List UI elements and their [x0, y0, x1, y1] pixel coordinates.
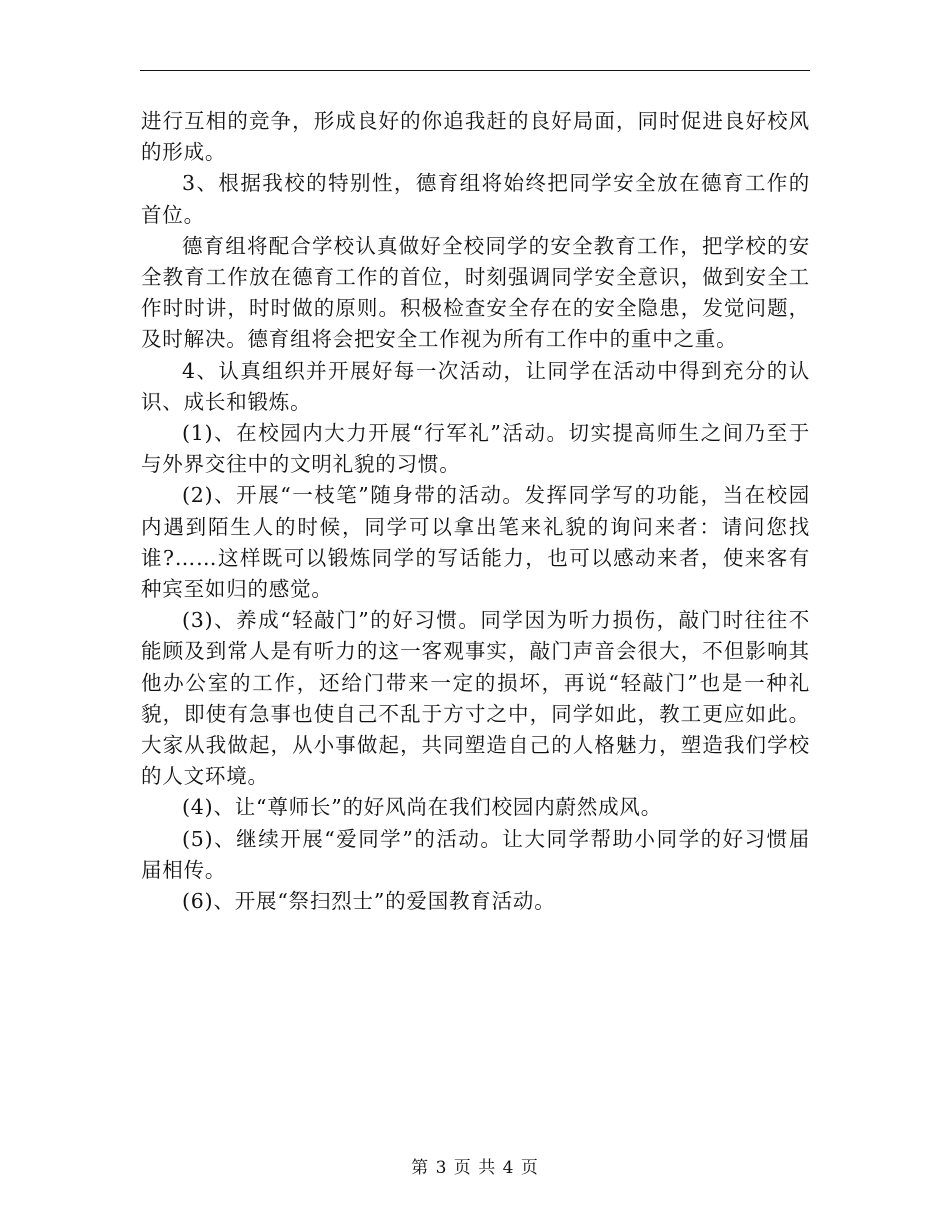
- paragraph: (6)、开展“祭扫烈士”的爱国教育活动。: [182, 889, 556, 914]
- header-rule: [140, 70, 810, 71]
- page-number-footer: 第 3 页 共 4 页: [411, 1158, 539, 1178]
- paragraph: (2)、开展“一枝笔”随身带的活动。发挥同学写的功能，当在校园内遇到陌生人的时候，同学可以拿出笔来礼貌的询问来者：请问您找谁?……这样既可以锻炼同学的写话能力，也可以感动来者，使来客有种宾至如归的感觉。: [141, 483, 810, 602]
- paragraph: (3)、养成“轻敲门”的好习惯。同学因为听力损伤，敲门时往往不能顾及到常人是有听力的这一客观事实，敲门声音会很大，不但影响其他办公室的工作，还给门带来一定的损坏，再说“轻敲门”也是一种礼貌，即使有急事也使自己不乱于方寸之中，同学如此，教工更应如此。大家从我做起，从小事做起，共同塑造自己的人格魅力，塑造我们学校的人文环境。: [141, 608, 810, 789]
- paragraph: (1)、在校园内大力开展“行军礼”活动。切实提高师生之间乃至于与外界交往中的文明礼貌的习惯。: [141, 421, 810, 477]
- paragraph: 4、认真组织并开展好每一次活动，让同学在活动中得到充分的认识、成长和锻炼。: [141, 358, 810, 414]
- paragraph: 德育组将配合学校认真做好全校同学的安全教育工作，把学校的安全教育工作放在德育工作的首位，时刻强调同学安全意识，做到安全工作时时讲，时时做的原则。积极检查安全存在的安全隐患，发觉问题，及时解决。德育组将会把安全工作视为所有工作中的重中之重。: [141, 233, 810, 352]
- paragraph: (5)、继续开展“爱同学”的活动。让大同学帮助小同学的好习惯届届相传。: [141, 826, 810, 882]
- paragraph: 进行互相的竞争，形成良好的你追我赶的良好局面，同时促进良好校风的形成。: [141, 109, 810, 165]
- paragraph: 3、根据我校的特别性，德育组将始终把同学安全放在德育工作的首位。: [141, 171, 810, 227]
- paragraph: (4)、让“尊师长”的好风尚在我们校园内蔚然成风。: [182, 795, 662, 820]
- document-body: [141, 106, 810, 917]
